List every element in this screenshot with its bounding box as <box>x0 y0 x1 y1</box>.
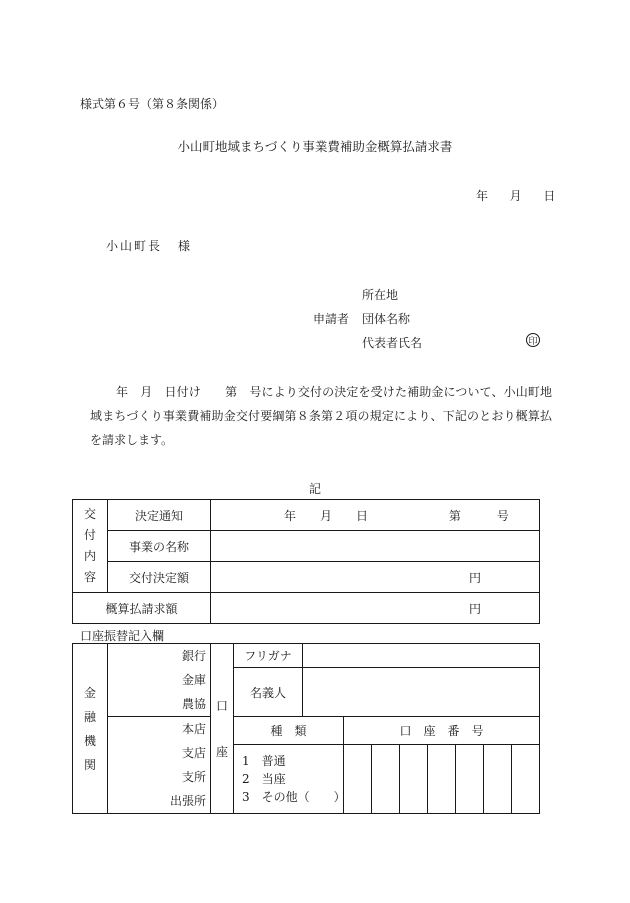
holder-label: 名義人 <box>234 668 303 717</box>
addressee <box>106 240 190 252</box>
seal-icon: 印 <box>526 333 540 347</box>
holder-input[interactable] <box>303 668 540 717</box>
yen-unit: 円 <box>468 601 481 616</box>
decision-number: 第 号 <box>448 508 509 523</box>
type-other[interactable]: 3 その他（ ） <box>242 790 346 805</box>
org-name-label: 団体名称 <box>362 312 411 326</box>
project-name-value[interactable] <box>211 531 540 562</box>
date-day: 日 <box>543 189 556 203</box>
account-digit-cell[interactable] <box>456 745 484 814</box>
shiten-label: 支店 <box>181 746 206 760</box>
date-year: 年 <box>476 189 489 203</box>
account-digit-cell[interactable] <box>372 745 400 814</box>
furigana-input[interactable] <box>303 644 540 668</box>
document-title: 小山町地域まちづくり事業費補助金概算払請求書 <box>177 139 453 154</box>
addressee-name: 小山町長 <box>106 239 163 253</box>
account-digit-cell[interactable] <box>484 745 512 814</box>
institution-type-cell[interactable] <box>108 644 211 717</box>
type-header: 種 類 <box>234 717 344 745</box>
account-table <box>72 643 540 814</box>
account-digit-cell[interactable] <box>344 745 372 814</box>
kouza-label: 口座 <box>211 644 234 814</box>
grant-details-table <box>72 499 540 624</box>
date-month: 月 <box>509 189 522 203</box>
account-number-header: 口 座 番 号 <box>344 717 540 745</box>
decision-date: 年 月 日 <box>283 508 368 523</box>
account-digit-cell[interactable] <box>512 745 540 814</box>
applicant-label: 申請者 <box>313 312 350 326</box>
request-amount-label: 概算払請求額 <box>73 593 211 624</box>
honten-label: 本店 <box>181 722 206 736</box>
account-section-heading: 口座振替記入欄 <box>80 629 165 643</box>
shisho-label: 支所 <box>181 770 206 784</box>
request-amount-value[interactable] <box>211 593 540 624</box>
bank-label: 銀行 <box>181 649 206 663</box>
ki-heading: 記 <box>308 482 321 496</box>
rep-name-label: 代表者氏名 <box>362 336 423 350</box>
form-number: 様式第６号（第８条関係） <box>80 97 225 111</box>
shinkin-label: 金庫 <box>181 673 206 687</box>
decision-value[interactable] <box>211 500 540 531</box>
request-date <box>476 190 555 202</box>
furigana-label: フリガナ <box>234 644 303 668</box>
account-digit-cell[interactable] <box>400 745 428 814</box>
type-toza[interactable]: 2 当座 <box>242 772 286 787</box>
grant-section-label: 交付内容 <box>73 500 108 593</box>
decision-label: 決定通知 <box>108 500 211 531</box>
shutchojo-label: 出張所 <box>169 794 206 808</box>
account-digit-cell[interactable] <box>428 745 456 814</box>
grant-amount-label: 交付決定額 <box>108 562 211 593</box>
branch-type-cell[interactable] <box>108 717 211 814</box>
addressee-honorific: 様 <box>178 239 191 253</box>
location-label: 所在地 <box>362 288 399 302</box>
type-futsu[interactable]: 1 普通 <box>242 754 286 769</box>
nokyo-label: 農協 <box>181 697 206 711</box>
account-type-options[interactable] <box>234 745 344 814</box>
request-body-text: 年 月 日付け 第 号により交付の決定を受けた補助金について、小山町地域まちづくり事業費補助金交付要綱第８条第２項の規定により、下記のとおり概算払を請求します。 <box>90 385 552 447</box>
yen-unit: 円 <box>468 570 481 585</box>
project-name-label: 事業の名称 <box>108 531 211 562</box>
institution-label: 金融機関 <box>73 644 108 814</box>
grant-amount-value[interactable] <box>211 562 540 593</box>
